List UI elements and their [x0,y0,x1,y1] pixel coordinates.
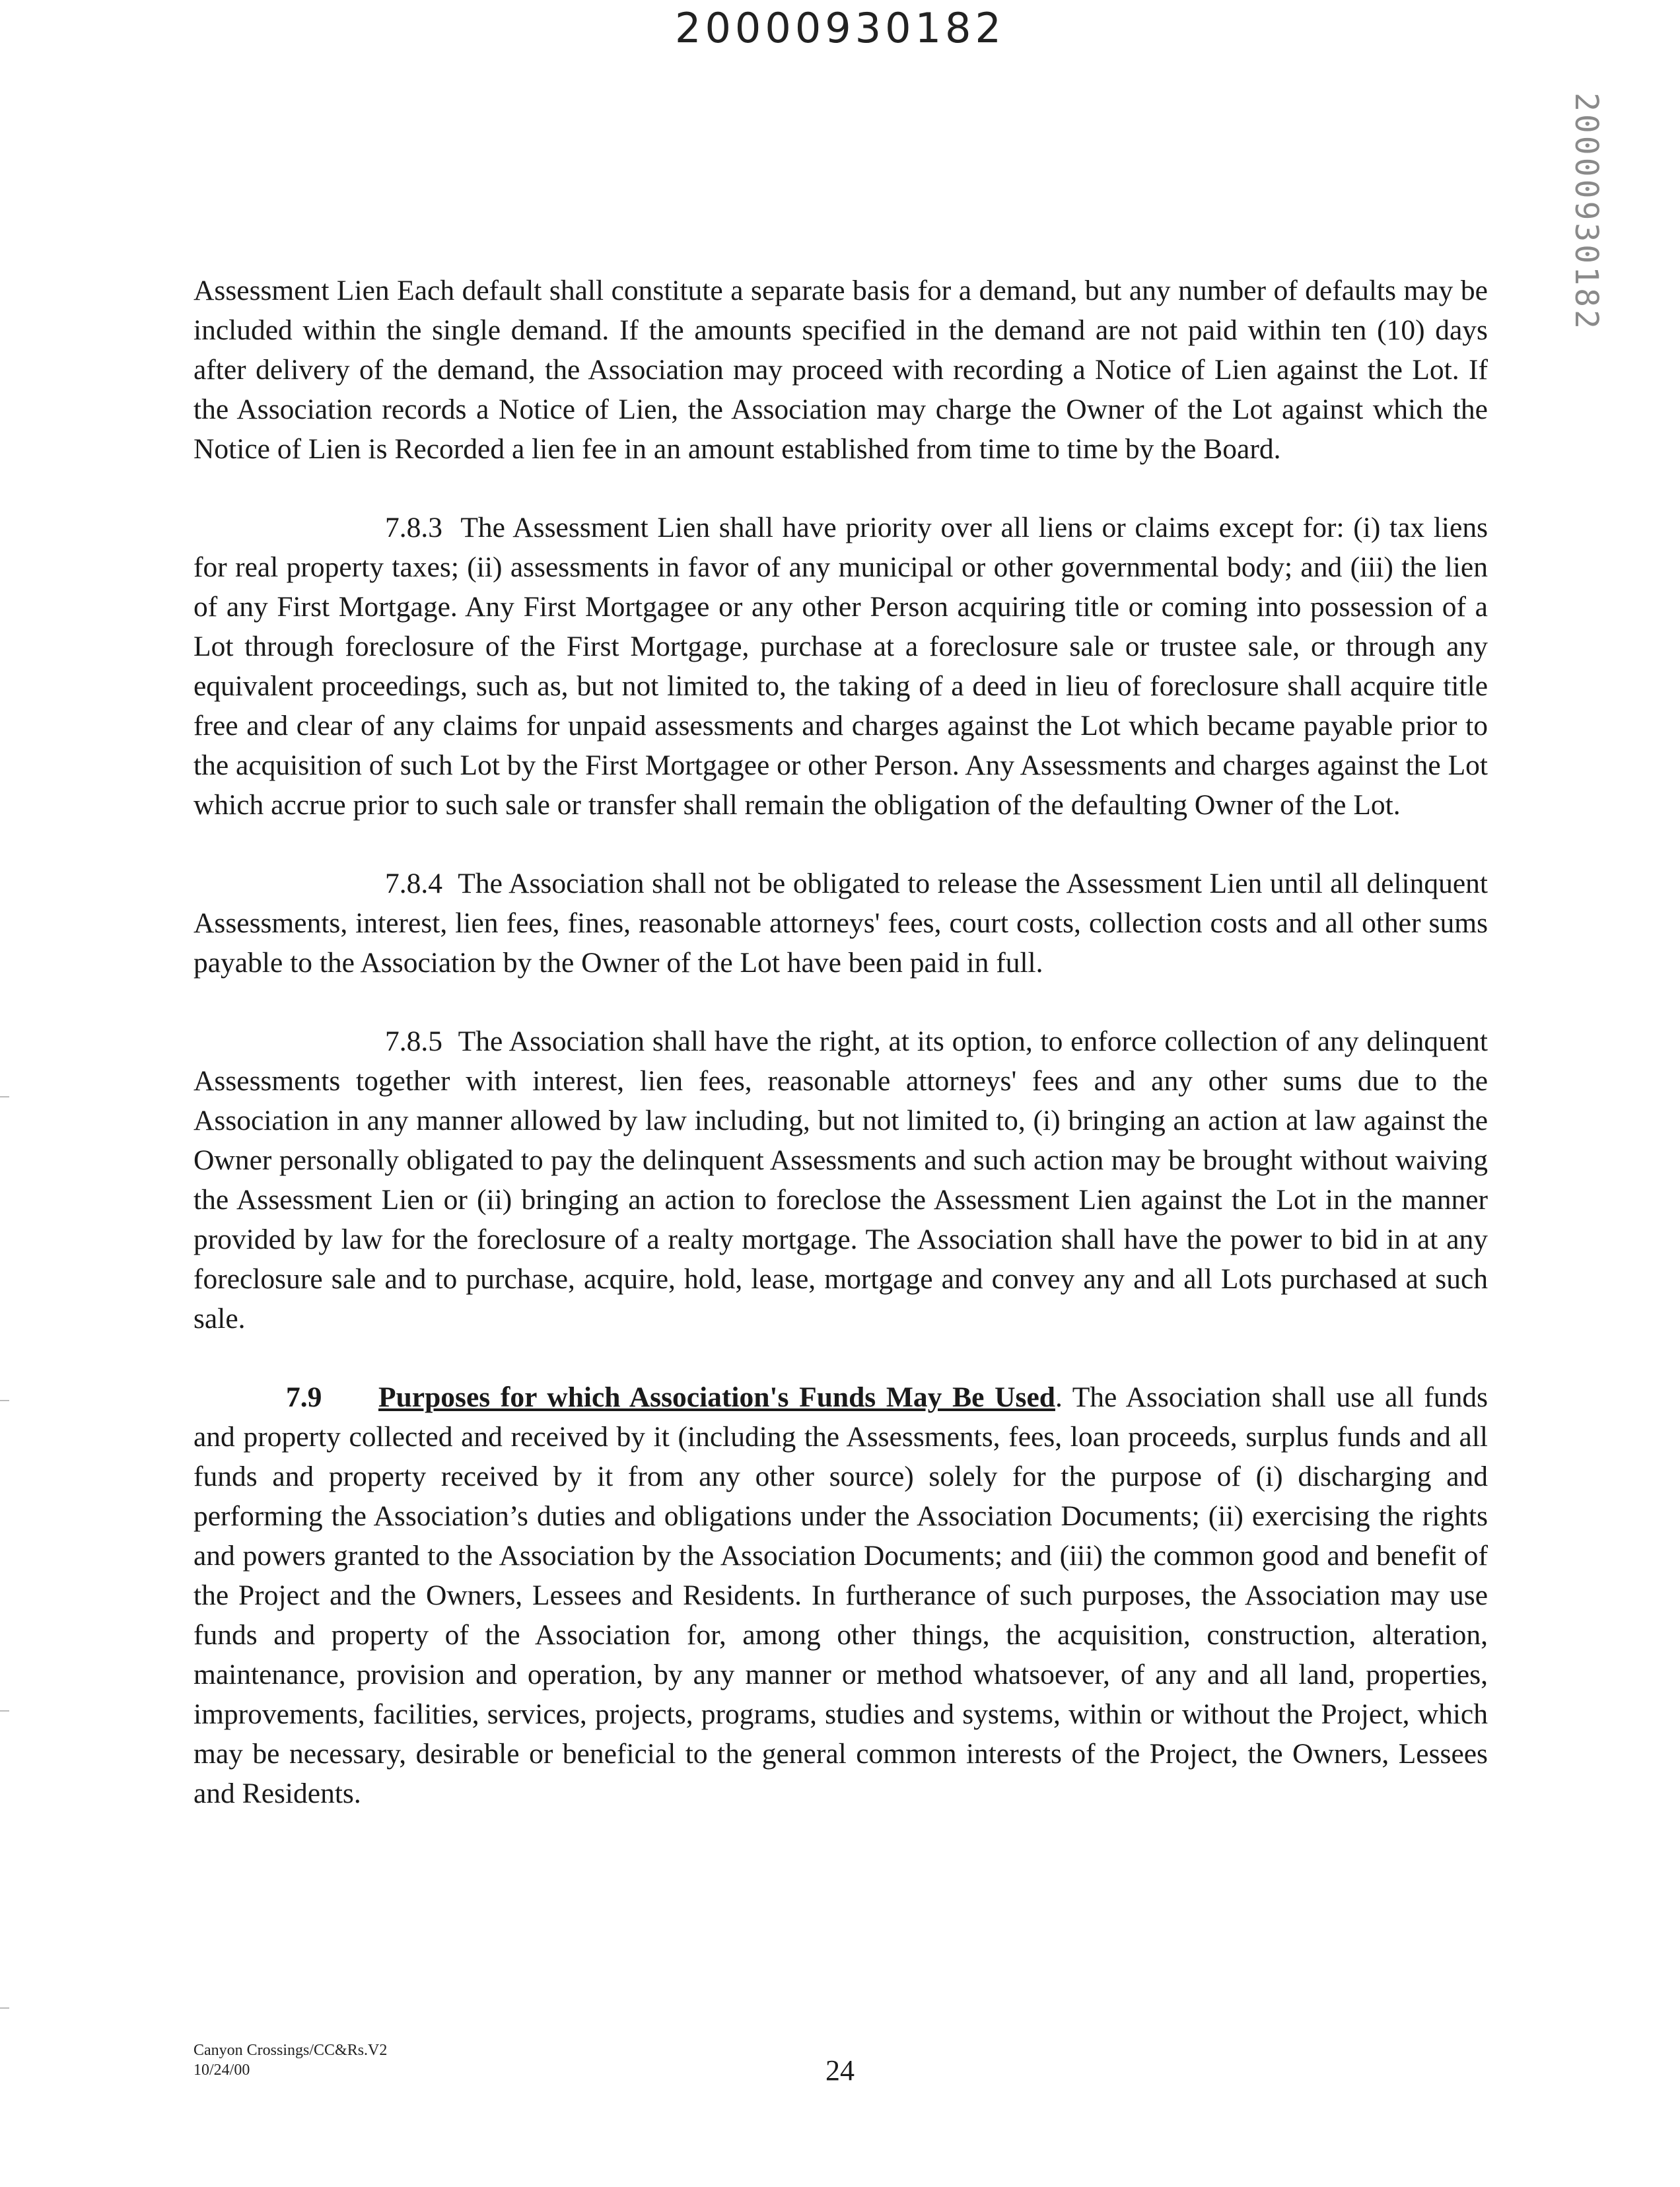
section-7-8-4 [193,864,1488,983]
side-stamp: 20000930182 [1568,92,1605,331]
footer-date: 10/24/00 [193,2062,250,2079]
section-text: . The Association shall use all funds and property collected and received by it (including the Assessments, fees, loan proceeds, surplus funds and all funds and property received by it from any other source) solely for the purpose of (i) discharging and performing the Association’s duties and obligations under the Association Documents; (ii) exercising the rights and powers granted to the Association by the Association Documents; and (iii) the common good and benefit of the Project and the Owners, Lessees and Residents. In furtherance of such purposes, the Association may use funds and property of the Association for, among other things, the acquisition, construction, alteration, maintenance, provision and operation, by any manner or method whatsoever, of any and all land, properties, improvements, facilities, services, projects, programs, studies and systems, within or without the Project, which may be necessary, desirable or beneficial to the general common interests of the Project, the Owners, Lessees and Residents. [193,1381,1488,1809]
section-text: The Association shall have the right, at its option, to enforce collection of any delinquent Assessments together with interest, lien fees, reasonable attorneys' fees and any other sums due to the Association in any manner allowed by law including, but not limited to, (i) bringing an action at law against the Owner personally obligated to pay the delinquent Assessments and such action may be brought without waiving the Assessment Lien or (ii) bringing an action to foreclose the Assessment Lien against the Lot in the manner provided by law for the foreclosure of a realty mortgage. The Association shall have the power to bid in at any foreclosure sale and to purchase, acquire, hold, lease, mortgage and convey any and all Lots purchased at such sale. [193,1025,1488,1335]
section-title: Purposes for which Association's Funds May Be Used [378,1381,1055,1413]
section-text: The Assessment Lien shall have priority over all liens or claims except for: (i) tax liens for real property taxes; (ii) assessments in favor of any municipal or other governmental body; and (iii) the lien of any First Mortgage. Any First Mortgagee or any other Person acquiring title or coming into possession of a Lot through foreclosure of the First Mortgage, purchase at a foreclosure sale or trustee sale, or through any equivalent proceedings, such as, but not limited to, the taking of a deed in lieu of foreclosure shall acquire title free and clear of any claims for unpaid assessments and charges against the Lot which became payable prior to the acquisition of such Lot by the First Mortgagee or other Person. Any Assessments and charges against the Lot which accrue prior to such sale or transfer shall remain the obligation of the defaulting Owner of the Lot. [193,512,1488,821]
section-number: 7.8.3 [385,512,442,543]
section-number: 7.8.5 [385,1025,442,1057]
paragraph-assessment-lien [193,271,1488,469]
margin-mark [0,1710,9,1712]
footer-file-reference [193,2040,387,2080]
margin-mark [0,2007,9,2009]
page-number: 24 [825,2054,855,2087]
section-7-8-3 [193,508,1488,825]
document-body [193,271,1488,1852]
paragraph-text: Assessment Lien Each default shall constitute a separate basis for a demand, but any number of defaults may be included within the single demand. If the amounts specified in the demand are not paid within ten (10) days after delivery of the demand, the Association may proceed with recording a Notice of Lien against the Lot. If the Association records a Notice of Lien, the Association may charge the Owner of the Lot against which the Notice of Lien is Recorded a lien fee in an amount established from time to time by the Board. [193,275,1488,465]
section-7-8-5 [193,1022,1488,1338]
section-7-9 [193,1377,1488,1813]
document-number: 20000930182 [675,4,1005,52]
section-text: The Association shall not be obligated to release the Assessment Lien until all delinquent Assessments, interest, lien fees, fines, reasonable attorneys' fees, court costs, collection costs and all other sums payable to the Association by the Owner of the Lot have been paid in full. [193,868,1488,979]
margin-mark [0,1400,9,1401]
margin-mark [0,1096,9,1097]
section-number: 7.9 [286,1381,322,1413]
footer-file-ref: Canyon Crossings/CC&Rs.V2 [193,2042,388,2059]
section-number: 7.8.4 [385,868,442,899]
